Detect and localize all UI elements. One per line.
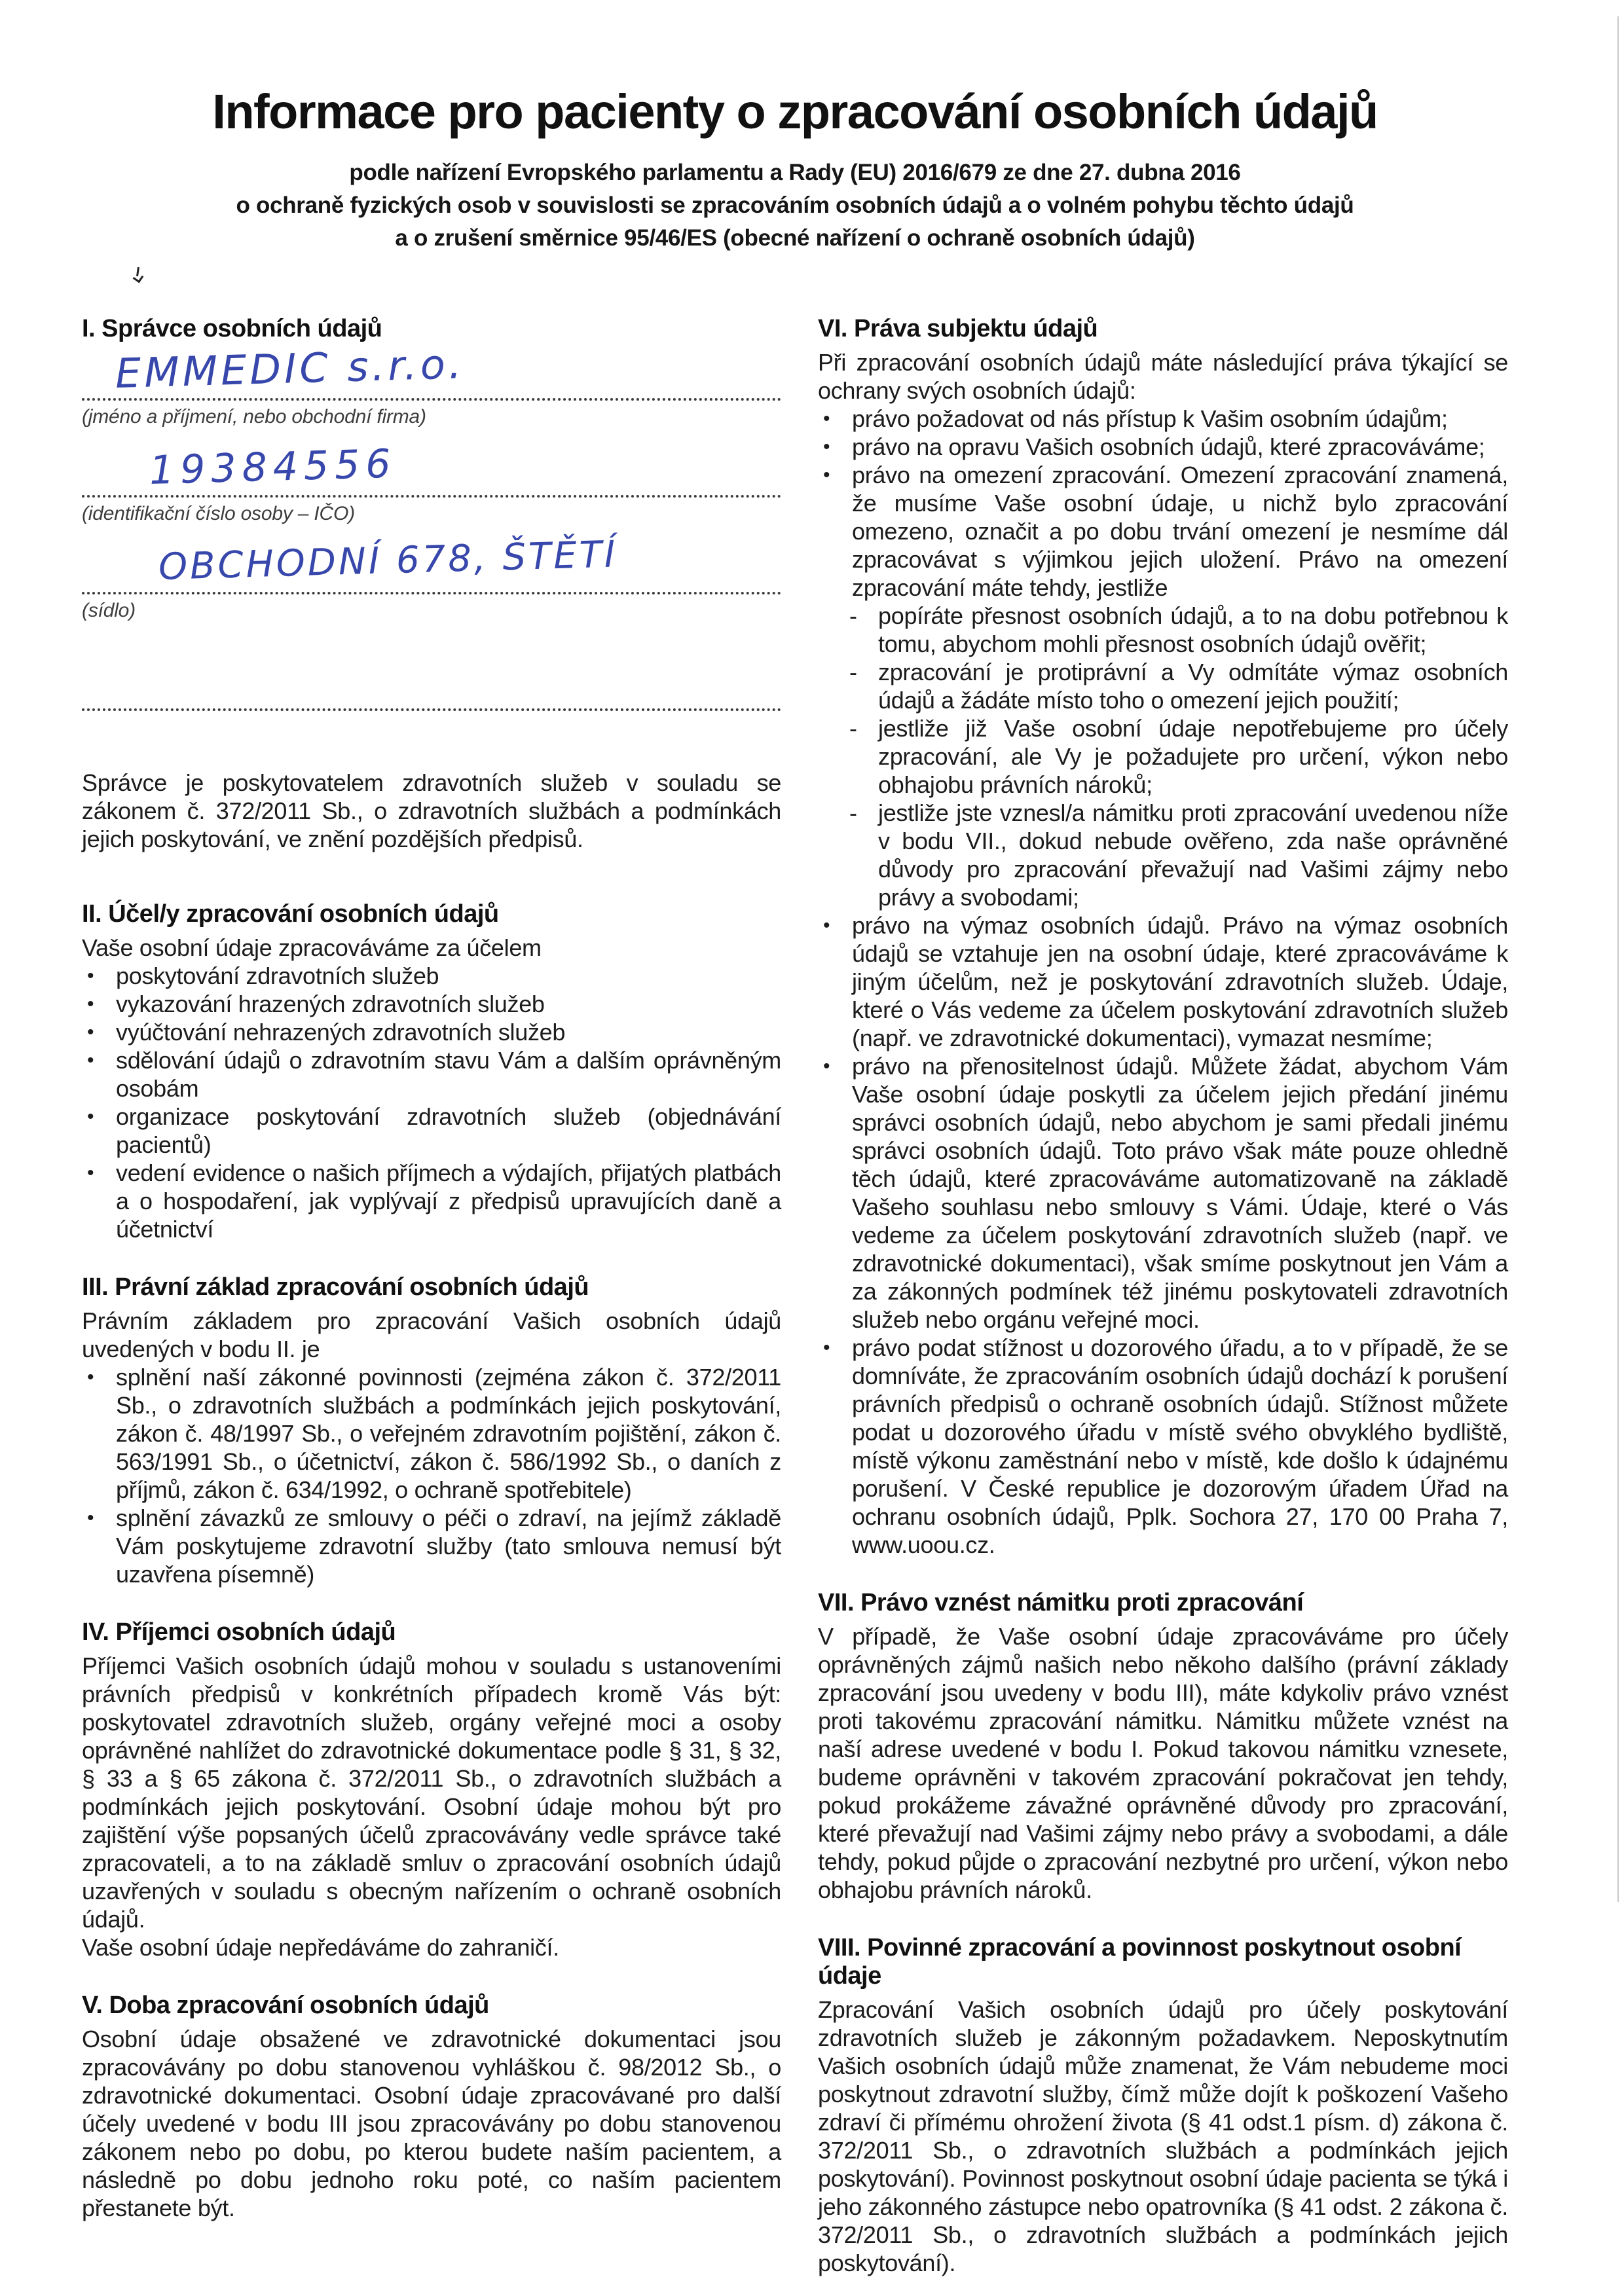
controller-name-caption: (jméno a příjmení, nebo obchodní firma) — [82, 406, 426, 428]
left-column — [82, 315, 781, 2277]
controller-ico-caption: (identifikační číslo osoby – IČO) — [82, 503, 355, 524]
controller-ico-field — [82, 441, 781, 525]
section-3-bullet-list — [82, 1363, 781, 1588]
controller-address-caption: (sídlo) — [82, 600, 136, 621]
list-item-text: splnění naší zákonné povinnosti (zejména zákon č. 372/2011 Sb., o zdravotních službách a podmínkách jejich poskytování, zákon č. 48/1997 Sb., o veřejném zdravotním pojištění, zákon č. 563/1991 Sb., o účetnictví, zákon č. 586/1992 Sb., o daních z příjmů, zákon č. 634/1992, o ochraně spotřebitele) — [116, 1364, 781, 1503]
handwritten-address: OBCHODNÍ 678, ŠTĚTÍ — [158, 533, 619, 589]
list-item — [82, 990, 781, 1018]
section-7-heading: VII. Právo vznést námitku proti zpracování — [818, 1589, 1304, 1616]
section-2-bullet-list — [82, 962, 781, 1243]
section-4-paragraph: Příjemci Vašich osobních údajů mohou v souladu s ustanoveními právních předpisů v konkrétních případech kromě Vás být: poskytovatel zdravotních služeb, orgány veřejné moci a osoby oprávněné nahlížet do zdravotnické dokumentace podle § 31, § 32, § 33 a § 65 zákona č. 372/2011 Sb., o zdravotních službách a podmínkách jejich poskytování. Osobní údaje mohou být pro zajištění výše popsaných účelů zpracovávány vedle správce také zpracovateli, a to na základě smluv o zpracování osobních údajů uzavřených v souladu s obecným nařízením o ochraně osobních údajů. — [82, 1652, 781, 1933]
bullet-icon — [818, 433, 852, 461]
bullet-icon — [82, 1363, 116, 1391]
bullet-icon — [82, 1046, 116, 1074]
dash-icon — [847, 799, 878, 829]
section-6-sub-list — [847, 602, 1508, 911]
sub-list-item — [847, 602, 1508, 658]
section-6-bullet-list — [818, 405, 1508, 1559]
bullet-icon — [818, 1052, 852, 1080]
list-item-text: vyúčtování nehrazených zdravotních služeb — [116, 1019, 566, 1046]
list-item — [818, 405, 1508, 433]
section-6-heading: VI. Práva subjektu údajů — [818, 315, 1098, 342]
sub-list-item — [847, 799, 1508, 911]
list-item — [82, 1504, 781, 1588]
scan-edge-artifact — [1617, 16, 1619, 1902]
sub-list-item — [847, 658, 1508, 714]
bullet-icon — [82, 1018, 116, 1046]
section-3-intro: Právním základem pro zpracování Vašich osobních údajů uvedených v bodu II. je — [82, 1307, 781, 1362]
list-item-text: vykazování hrazených zdravotních služeb — [116, 991, 545, 1017]
bullet-icon — [82, 1159, 116, 1187]
list-item-text: právo na omezení zpracování. Omezení zpracování znamená, že musíme Vaše osobní údaje, u nichž bylo zpracování omezeno, označit a po dobu trvání omezení je nesmíme dál zpracovávat s výjimkou jejich uložení. Právo na omezení zpracování máte tehdy, jestliže — [852, 462, 1508, 601]
list-item — [82, 1102, 781, 1159]
bullet-icon — [818, 911, 852, 939]
list-item — [82, 962, 781, 990]
document-subtitle-line-3: a o zrušení směrnice 95/46/ES (obecné nařízení o ochraně osobních údajů) — [395, 225, 1195, 251]
section-5-paragraph: Osobní údaje obsažené ve zdravotnické dokumentaci jsou zpracovávány po dobu stanovenou vyhláškou č. 98/2012 Sb., o zdravotnické dokumentaci. Osobní údaje zpracovávané pro další účely uvedené v bodu III jsou zpracovávány po dobu stanovenou zákonem nebo po dobu, po kterou budete naším pacientem, a následně po dobu jednoho roku poté, co naším pacientem přestanete být. — [82, 2026, 781, 2221]
list-item — [818, 1334, 1508, 1559]
list-item-text: právo na přenositelnost údajů. Můžete žádat, abychom Vám Vaše osobní údaje poskytli za účelem jejich předání jinému správci osobních údajů, nebo abychom je sami předali jinému správci osobních údajů. Toto právo však máte pouze ohledně těch údajů, které zpracováváme automatizovaně na základě Vašeho souhlasu nebo smlouvy s Vámi. Údaje, které o Vás vedeme za účelem poskytování zdravotních služeb (např. ve zdravotnické dokumentaci), však smíme poskytnout jen Vám a za zákonných podmínek též jinému poskytovateli zdravotních služeb nebo orgánu veřejné moci. — [852, 1053, 1508, 1333]
list-item — [818, 461, 1508, 602]
sub-list-item-text: jestliže již Vaše osobní údaje nepotřebujeme pro účely zpracování, ale Vy je požadujete pro určení, výkon nebo obhajobu právních nároků; — [878, 715, 1508, 798]
list-item — [82, 1018, 781, 1046]
controller-address-write-line[interactable] — [82, 533, 781, 594]
bullet-icon — [818, 405, 852, 433]
bullet-icon — [82, 990, 116, 1018]
dash-icon — [847, 602, 878, 632]
document-subtitle-line-1: podle nařízení Evropského parlamentu a Rady (EU) 2016/679 ze dne 27. dubna 2016 — [349, 160, 1241, 185]
sub-list-item — [847, 714, 1508, 799]
list-item — [818, 911, 1508, 1052]
list-item — [818, 433, 1508, 461]
list-item-text: poskytování zdravotních služeb — [116, 962, 439, 989]
controller-name-field — [82, 340, 781, 428]
bullet-icon — [82, 1504, 116, 1532]
bullet-icon — [818, 461, 852, 489]
dash-icon — [847, 714, 878, 744]
section-6-intro: Při zpracování osobních údajů máte následující práva týkající se ochrany svých osobních údajů: — [818, 349, 1508, 404]
controller-address-field — [82, 533, 781, 622]
list-item-text: organizace poskytování zdravotních služeb (objednávání pacientů) — [116, 1103, 781, 1158]
section-1-note: Správce je poskytovatelem zdravotních služeb v souladu se zákonem č. 372/2011 Sb., o zdravotních službách a podmínkách jejich poskytování, ve znění pozdějších předpisů. — [82, 769, 781, 852]
bullet-icon — [82, 962, 116, 990]
controller-name-write-line[interactable] — [82, 340, 781, 401]
list-item-text: právo podat stížnost u dozorového úřadu, a to v případě, že se domníváte, že zpracováním osobních údajů dochází k porušení právních předpisů o ochraně osobních údajů. Stížnost můžete podat u dozorového úřadu v místě svého obvyklého bydliště, místě výkonu zaměstnání nebo v místě, kde došlo k údajnému porušení. V České republice je dozorovým úřadem Úřad na ochranu osobních údajů, Pplk. Sochora 27, 170 00 Praha 7, www.uoou.cz. — [852, 1334, 1508, 1558]
section-1-heading: I. Správce osobních údajů — [82, 315, 382, 342]
sub-list-item-text: jestliže jste vznesl/a námitku proti zpracování uvedenou níže v bodu VII., dokud nebude ověřeno, zda naše oprávněné důvody pro zpracování převažují nad Vašimi zájmy nebo právy a svobodami; — [878, 799, 1508, 911]
bullet-icon — [818, 1334, 852, 1362]
section-7-paragraph: V případě, že Vaše osobní údaje zpracováváme pro účely oprávněných zájmů našich nebo někoho dalšího (právní základy zpracování jsou uvedeny v bodu III), máte kdykoliv právo vznést proti takovému zpracování námitku. Námitku můžete vznést na naší adrese uvedené v bodu I. Pokud takovou námitku vznesete, budeme oprávněni v takovém zpracování pokračovat jen tehdy, pokud prokážeme závažné oprávněné důvody pro zpracování, které převažují nad Vašimi zájmy nebo právy a svobodami, a dále tehdy, pokud půjde o zpracování nezbytné pro určení, výkon nebo obhajobu právních nároků. — [818, 1623, 1508, 1903]
two-column-body — [82, 315, 1508, 2277]
list-item-text: právo na výmaz osobních údajů. Právo na výmaz osobních údajů se vztahuje jen na osobní údaje, které zpracováváme k jiným účelům, než je poskytování zdravotních služeb. Údaje, které o Vás vedeme za účelem poskytování zdravotních služeb (např. ve zdravotnické dokumentaci), vymazat nesmíme; — [852, 912, 1508, 1051]
sub-list-item-text: zpracování je protiprávní a Vy odmítáte výmaz osobních údajů a žádáte místo toho o omezení jejich použití; — [878, 659, 1508, 714]
list-item — [82, 1046, 781, 1102]
section-8-heading: VIII. Povinné zpracování a povinnost poskytnout osobní údaje — [818, 1934, 1462, 1990]
section-4-heading: IV. Příjemci osobních údajů — [82, 1618, 396, 1646]
sub-list-item-text: popíráte přesnost osobních údajů, a to na dobu potřebnou k tomu, abychom mohli přesnost osobních údajů ověřit; — [878, 602, 1508, 657]
dash-icon — [847, 658, 878, 688]
right-column — [818, 315, 1508, 2277]
handwritten-ico-number: 19384556 — [149, 441, 397, 494]
list-item — [818, 1052, 1508, 1334]
list-item-text: právo na opravu Vašich osobních údajů, které zpracováváme; — [852, 433, 1485, 460]
handwritten-company-name: EMMEDIC s.r.o. — [115, 340, 466, 397]
document-title: Informace pro pacienty o zpracování osobních údajů — [212, 84, 1378, 139]
list-item — [82, 1363, 781, 1504]
stray-ink-mark — [133, 267, 143, 284]
section-4-paragraph-2: Vaše osobní údaje nepředáváme do zahraničí. — [82, 1934, 559, 1961]
section-3-heading: III. Právní základ zpracování osobních údajů — [82, 1273, 589, 1301]
list-item-text: právo požadovat od nás přístup k Vašim osobním údajům; — [852, 405, 1448, 432]
list-item-text: vedení evidence o našich příjmech a výdajích, přijatých platbách a o hospodaření, jak vyplývají z předpisů upravujících daně a účetnictví — [116, 1159, 781, 1243]
list-item — [82, 1159, 781, 1243]
empty-write-line[interactable] — [82, 664, 781, 711]
list-item-text: splnění závazků ze smlouvy o péči o zdraví, na jejímž základě Vám poskytujeme zdravotní služby (tato smlouva nemusí být uzavřena písemně) — [116, 1504, 781, 1588]
bullet-icon — [82, 1102, 116, 1131]
section-2-heading: II. Účel/y zpracování osobních údajů — [82, 900, 499, 928]
document-subtitle-line-2: o ochraně fyzických osob v souvislosti se zpracováním osobních údajů a o volném pohybu těchto údajů — [236, 192, 1354, 218]
list-item-text: sdělování údajů o zdravotním stavu Vám a dalším oprávněným osobám — [116, 1047, 781, 1102]
section-8-paragraph: Zpracování Vašich osobních údajů pro účely poskytování zdravotních služeb je zákonným požadavkem. Neposkytnutím Vašich osobních údajů může znamenat, že Vám nebudeme moci poskytnout zdravotní služby, čímž může dojít k poškození Vašeho zdraví či přímému ohrožení života (§ 41 odst.1 písm. d) zákona č. 372/2011 Sb., o zdravotních službách a podmínkách jejich poskytování). Povinnost poskytnout osobní údaje pacienta se týká i jeho zákonného zástupce nebo opatrovníka (§ 41 odst. 2 zákona č. 372/2011 Sb., o zdravotních službách a podmínkách jejich poskytování). — [818, 1996, 1508, 2276]
controller-ico-write-line[interactable] — [82, 441, 781, 498]
section-2-intro: Vaše osobní údaje zpracováváme za účelem — [82, 934, 542, 961]
document-header — [82, 84, 1508, 255]
section-5-heading: V. Doba zpracování osobních údajů — [82, 1992, 489, 2019]
